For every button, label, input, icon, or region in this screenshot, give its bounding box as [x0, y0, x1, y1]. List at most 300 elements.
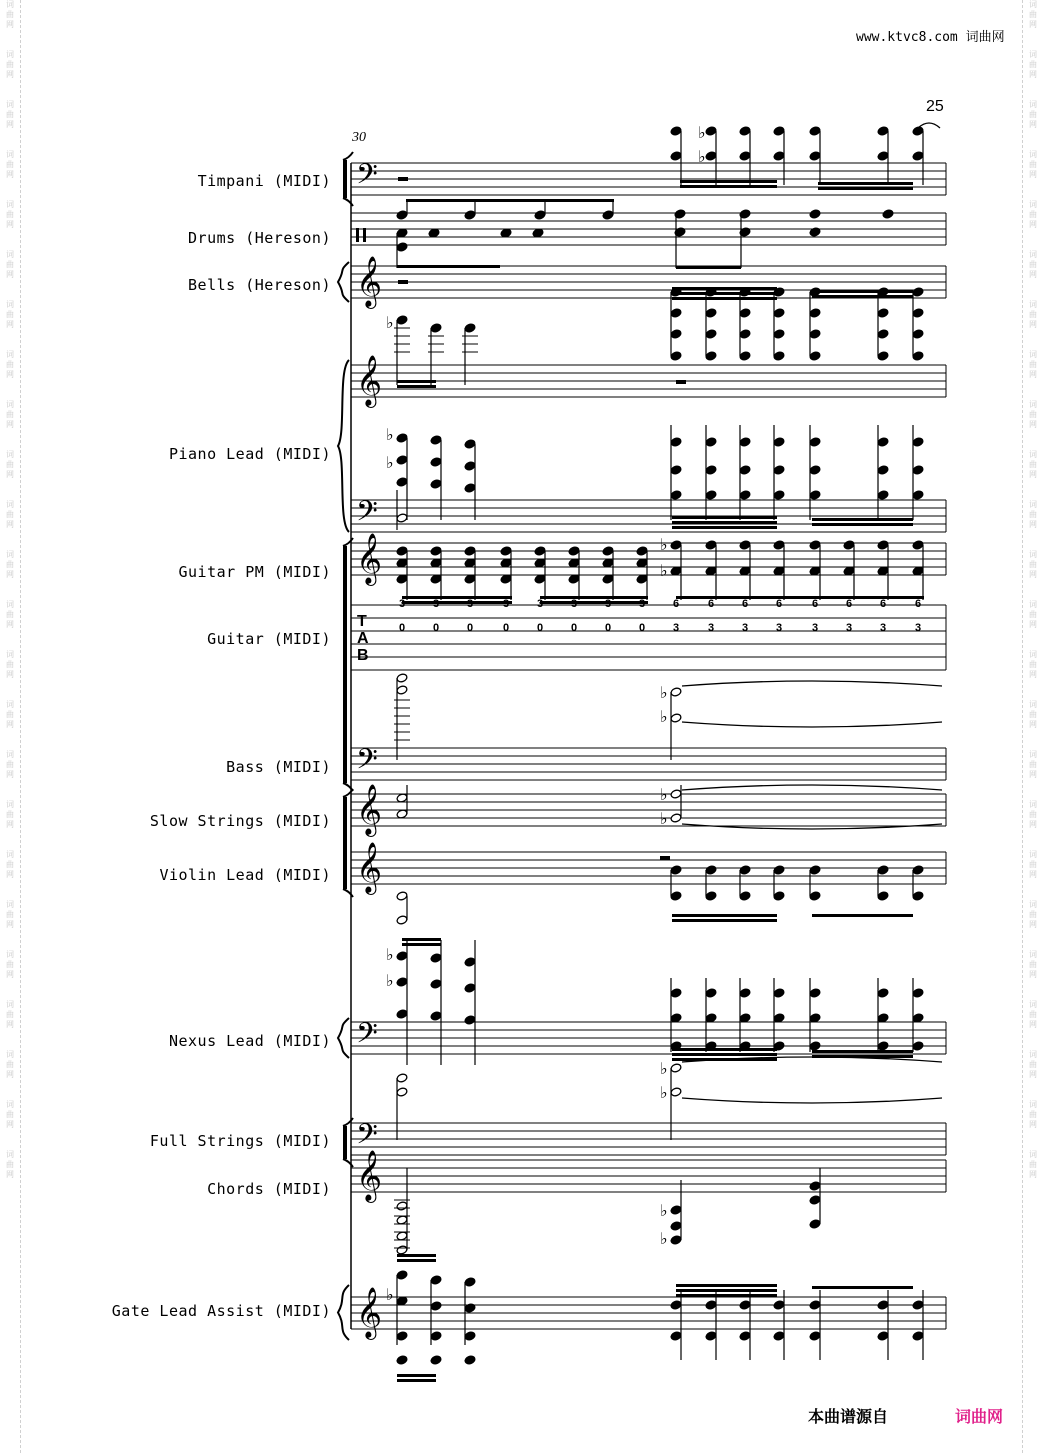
bass-note [670, 687, 682, 697]
chords-note [396, 1201, 408, 1211]
piano-chord-note [912, 287, 924, 297]
staff-guitar-tab [351, 605, 946, 670]
piano-upper-beam [672, 292, 777, 295]
guitar-pm-chord [773, 540, 785, 550]
piano-chord-note [739, 351, 751, 361]
staff-violin [351, 852, 946, 884]
piano-mid-note [396, 455, 408, 465]
tab-fret-lower: 3 [880, 622, 887, 634]
piano-chord-note [670, 308, 682, 318]
bass-clef-nexus: 𝄢 [356, 1017, 378, 1057]
violin-note [877, 865, 889, 875]
tab-letter-a: A [357, 630, 369, 647]
guitar-pm-chord [809, 540, 821, 550]
piano-lower-chord [705, 465, 717, 475]
piano-mid-note [464, 461, 476, 471]
guitar-pm-chord [396, 546, 408, 556]
tab-fret-lower: 0 [537, 622, 544, 634]
piano-lower-chord [809, 465, 821, 475]
tab-fret-upper: 3 [639, 598, 646, 610]
gate-low-note [430, 1331, 442, 1341]
chords-note [809, 1219, 821, 1229]
percussion-clef-bar-1 [356, 228, 359, 242]
tab-fret-upper: 3 [537, 598, 544, 610]
timpani-beam-1 [680, 180, 777, 183]
staff-full-strings [351, 1123, 946, 1155]
gate-beam [812, 1286, 913, 1289]
piano-bass-note [396, 513, 408, 523]
gate-low-note [464, 1355, 476, 1365]
staff-chords [351, 1160, 946, 1192]
slow-strings-note [670, 789, 682, 799]
timpani-note-high [670, 151, 682, 161]
nexus-chord [877, 1041, 889, 1051]
gate-note [809, 1331, 821, 1341]
measure-number: 30 [352, 130, 366, 145]
tab-fret-lower: 0 [639, 622, 646, 634]
piano-lower-chord [912, 465, 924, 475]
piano-chord-note [912, 351, 924, 361]
site-name: 词曲网 [965, 30, 1005, 45]
bass-note [670, 713, 682, 723]
tab-fret-upper: 3 [571, 598, 578, 610]
label-guitar-pm: Guitar PM (MIDI) [178, 563, 331, 581]
piano-chord-note [912, 308, 924, 318]
site-url[interactable]: www.ktvc8.com [856, 30, 958, 45]
nexus-note [430, 979, 442, 989]
violin-note [739, 865, 751, 875]
violin-note [809, 891, 821, 901]
brackets-and-braces [338, 152, 353, 1340]
tab-fret-lower: 0 [605, 622, 612, 634]
treble-clef-guitar-pm: 𝄞 [356, 533, 383, 584]
nexus-note [464, 957, 476, 967]
tab-fret-upper: 3 [433, 598, 440, 610]
gate-low-beam [397, 1379, 436, 1382]
nexus-beam [812, 1050, 913, 1053]
full-strings-note [396, 1073, 408, 1083]
timpani-note-high [739, 151, 751, 161]
tab-fret-upper: 3 [503, 598, 510, 610]
piano-lower-chord [773, 465, 785, 475]
piano-lower-chord [705, 490, 717, 500]
guitar-pm-beam [402, 596, 512, 599]
nexus-note [464, 983, 476, 993]
violin-note [877, 891, 889, 901]
gate-low-note [430, 1355, 442, 1365]
piano-lower-chord [670, 437, 682, 447]
piano-chord-note [739, 308, 751, 318]
timpani-rest [398, 177, 408, 181]
piano-chord-note [912, 329, 924, 339]
violin-note [912, 865, 924, 875]
bass-flat: ♭ [660, 683, 668, 702]
chords-note [670, 1221, 682, 1231]
notation [356, 123, 942, 1382]
nexus-flat: ♭ [386, 971, 394, 990]
violin-note [705, 891, 717, 901]
violin-note [670, 865, 682, 875]
label-nexus: Nexus Lead (MIDI) [168, 1032, 331, 1050]
tab-fret-lower: 0 [571, 622, 578, 634]
timpani-beam-2 [818, 182, 913, 185]
drum-beam-bottom [397, 265, 500, 268]
timpani-note-high [773, 151, 785, 161]
piano-lower-chord [773, 490, 785, 500]
bells-rest [398, 280, 408, 284]
timpani-note-high [809, 151, 821, 161]
tab-fret-upper: 6 [812, 598, 819, 610]
violin-note [670, 891, 682, 901]
violin-note [705, 865, 717, 875]
piano-mid-note [430, 457, 442, 467]
left-watermark-strip: 词 曲 网 词 曲 网 词 曲 网 词 曲 网 词 曲 网 词 曲 网 词 曲 网 词 曲 网 词 曲 网 词 曲 网 词 曲 网 词 曲 网 词 曲 网 词 曲 网 词 曲 网 词 曲 网 词 曲 网 词 曲 网 词 曲 网 词 曲 网 词 曲 网 词 曲 网 词 曲 网 词 曲 网 [6, 0, 14, 1179]
tab-fret-upper: 3 [399, 598, 406, 610]
chords-note [809, 1181, 821, 1191]
piano-mid-note [430, 479, 442, 489]
drum-snare [809, 227, 821, 237]
gate-low-beam [397, 1374, 436, 1377]
nexus-chord [912, 988, 924, 998]
drum-cymbal [464, 210, 476, 220]
slow-strings-flat: ♭ [660, 809, 668, 828]
gate-low-note [396, 1355, 408, 1365]
piano-beam [397, 380, 436, 383]
bass-clef-full-strings: 𝄢 [356, 1118, 378, 1158]
violin-rest [660, 856, 670, 860]
guitar-pm-chord [568, 546, 580, 556]
piano-chord-note [739, 329, 751, 339]
tab-fret-upper: 6 [776, 598, 783, 610]
nexus-chord [739, 988, 751, 998]
timpani-note-top [809, 126, 821, 136]
piano-beam [397, 385, 436, 388]
nexus-beam [672, 1053, 777, 1056]
piano-upper-beam [812, 290, 913, 293]
piano-note-high [430, 323, 442, 333]
treble-clef-slow-strings: 𝄞 [356, 784, 383, 835]
bass-clef-bass: 𝄢 [356, 743, 378, 783]
treble-clef-gate: 𝄞 [356, 1287, 383, 1338]
tab-fret-lower: 3 [812, 622, 819, 634]
label-drums: Drums (Hereson) [188, 229, 331, 247]
piano-lower-beam [812, 523, 913, 526]
bass-note [396, 673, 408, 683]
violin-note [773, 865, 785, 875]
staff-bells [351, 266, 946, 298]
guitar-pm-chord [534, 546, 546, 556]
tab-fret-lower: 3 [915, 622, 922, 634]
guitar-pm-flat: ♭ [660, 561, 668, 580]
tab-fret-lower: 3 [776, 622, 783, 634]
piano-upper-beam [672, 287, 777, 290]
staff-timpani [351, 163, 946, 195]
piano-lower-chord [739, 437, 751, 447]
staff-bass [351, 748, 946, 780]
tab-fret-lower: 3 [742, 622, 749, 634]
guitar-pm-chord [739, 540, 751, 550]
slow-strings-note [670, 813, 682, 823]
piano-lower-chord [739, 490, 751, 500]
piano-chord-note [705, 351, 717, 361]
piano-lower-chord [809, 490, 821, 500]
gate-note [877, 1331, 889, 1341]
brace-nexus [338, 1018, 349, 1058]
treble-clef-piano: 𝄞 [356, 355, 383, 406]
tab-fret-upper: 6 [915, 598, 922, 610]
drum-cymbal [396, 210, 408, 220]
gate-note [912, 1300, 924, 1310]
label-bass: Bass (MIDI) [226, 758, 331, 776]
staff-gate [351, 1297, 946, 1329]
guitar-pm-beam [402, 601, 512, 604]
full-strings-tie [682, 1098, 942, 1103]
piano-chord-note [809, 351, 821, 361]
drum-cymbal [534, 210, 546, 220]
gate-beam [676, 1289, 777, 1292]
full-strings-note [396, 1087, 408, 1097]
chords-note [670, 1205, 682, 1215]
nexus-beam [402, 938, 441, 941]
piano-flat: ♭ [386, 313, 394, 332]
piano-chord-note [670, 351, 682, 361]
chords-note [670, 1235, 682, 1245]
chords-note [396, 1245, 408, 1255]
gate-beam [397, 1259, 436, 1262]
tab-fret-lower: 0 [433, 622, 440, 634]
gate-flat: ♭ [386, 1285, 394, 1304]
piano-lower-chord [670, 490, 682, 500]
nexus-note [430, 953, 442, 963]
piano-upper-beam [672, 297, 777, 300]
gate-beam [397, 1254, 436, 1257]
nexus-chord [809, 988, 821, 998]
tab-fret-lower: 3 [708, 622, 715, 634]
gate-note [809, 1300, 821, 1310]
gate-low-note [396, 1331, 408, 1341]
gate-note [773, 1300, 785, 1310]
timpani-note-top [705, 126, 717, 136]
chords-flat: ♭ [660, 1229, 668, 1248]
staff-slow-strings [351, 794, 946, 826]
slow-strings-tie [682, 785, 942, 790]
guitar-pm-chord [705, 540, 717, 550]
violin-note [912, 891, 924, 901]
piano-chord-note [705, 329, 717, 339]
nexus-beam [402, 943, 441, 946]
timpani-beam-2 [818, 187, 913, 190]
piano-lower-chord [705, 437, 717, 447]
page-number: 25 [926, 98, 944, 115]
piano-lower-chord [912, 490, 924, 500]
guitar-pm-chord [500, 546, 512, 556]
label-violin: Violin Lead (MIDI) [159, 866, 331, 884]
gate-note [705, 1331, 717, 1341]
staff-drums [351, 213, 946, 245]
bass-clef-timpani: 𝄢 [356, 158, 378, 198]
bass-tie [682, 681, 942, 686]
full-strings-note [670, 1087, 682, 1097]
piano-flat: ♭ [386, 453, 394, 472]
nexus-beam [672, 1048, 777, 1051]
guitar-pm-chord [877, 540, 889, 550]
chords-note [809, 1195, 821, 1205]
tab-fret-upper: 3 [467, 598, 474, 610]
violin-low-note [396, 915, 408, 925]
full-strings-flat: ♭ [660, 1083, 668, 1102]
tab-fret-upper: 6 [708, 598, 715, 610]
treble-clef-chords: 𝄞 [356, 1150, 383, 1201]
piano-lower-chord [809, 437, 821, 447]
gate-note [464, 1303, 476, 1313]
footer-brand[interactable]: 词曲网 [955, 1407, 1004, 1426]
nexus-chord [705, 988, 717, 998]
piano-lower-chord [877, 437, 889, 447]
timpani-note-top [670, 126, 682, 136]
piano-chord-note [809, 308, 821, 318]
label-gate: Gate Lead Assist (MIDI) [111, 1302, 331, 1320]
guitar-pm-flat: ♭ [660, 535, 668, 554]
full-strings-flat: ♭ [660, 1059, 668, 1078]
staff-piano-bass [351, 500, 946, 532]
piano-mid-note [396, 477, 408, 487]
piano-lower-beam [812, 518, 913, 521]
guitar-pm-chord [843, 540, 855, 550]
piano-mid-note [430, 435, 442, 445]
violin-note [739, 891, 751, 901]
piano-upper-beam [812, 295, 913, 298]
piano-mid-note [464, 439, 476, 449]
chords-flat: ♭ [660, 1201, 668, 1220]
piano-chord-note [877, 308, 889, 318]
piano-chord-note [809, 329, 821, 339]
piano-lower-chord [912, 437, 924, 447]
piano-chord-note [773, 308, 785, 318]
timpani-note-top [739, 126, 751, 136]
timpani-note-top [877, 126, 889, 136]
slow-strings-flat: ♭ [660, 785, 668, 804]
staff-piano-treble [351, 365, 946, 397]
timpani-flat: ♭ [698, 123, 706, 142]
piano-chord-note [877, 329, 889, 339]
gate-note [739, 1331, 751, 1341]
bass-tie [682, 722, 942, 727]
gate-note [877, 1300, 889, 1310]
tab-letter-b: B [357, 647, 369, 664]
gate-note [739, 1300, 751, 1310]
nexus-note [430, 1011, 442, 1021]
guitar-pm-beam [540, 601, 648, 604]
timpani-beam-1 [680, 185, 777, 188]
label-piano: Piano Lead (MIDI) [168, 445, 331, 463]
tab-fret-lower: 3 [673, 622, 680, 634]
piano-chord-note [705, 308, 717, 318]
piano-lower-chord [877, 490, 889, 500]
tab-fret-lower: 0 [467, 622, 474, 634]
violin-beam [672, 919, 777, 922]
violin-low-note [396, 891, 408, 901]
full-strings-note [670, 1063, 682, 1073]
piano-chord-note [773, 351, 785, 361]
guitar-pm-chord [670, 540, 682, 550]
timpani-note-top [773, 126, 785, 136]
nexus-chord [773, 988, 785, 998]
treble-clef-bells: 𝄞 [356, 256, 383, 307]
piano-lower-chord [877, 465, 889, 475]
drum-kick [396, 242, 408, 252]
gate-note [670, 1331, 682, 1341]
gate-note [396, 1270, 408, 1280]
gate-note [912, 1331, 924, 1341]
tab-fret-upper: 3 [605, 598, 612, 610]
gate-note [464, 1277, 476, 1287]
gate-low-note [464, 1331, 476, 1341]
footer-source-text: 本曲谱源自 [808, 1407, 889, 1426]
treble-clef-violin: 𝄞 [356, 842, 383, 893]
nexus-note [464, 1015, 476, 1025]
timpani-note-high [705, 151, 717, 161]
gate-note [773, 1331, 785, 1341]
staff-nexus [351, 1022, 946, 1054]
label-chords: Chords (MIDI) [207, 1180, 331, 1198]
nexus-flat: ♭ [386, 945, 394, 964]
tab-fret-upper: 6 [846, 598, 853, 610]
drum-beam-bottom [676, 266, 741, 269]
label-timpani: Timpani (MIDI) [197, 172, 331, 190]
nexus-chord [877, 988, 889, 998]
guitar-pm-chord [636, 546, 648, 556]
piano-lower-beam [672, 521, 777, 524]
piano-mid-note [464, 483, 476, 493]
nexus-note [396, 977, 408, 987]
piano-lower-chord [773, 437, 785, 447]
right-watermark-strip: 词 曲 网 词 曲 网 词 曲 网 词 曲 网 词 曲 网 词 曲 网 词 曲 网 词 曲 网 词 曲 网 词 曲 网 词 曲 网 词 曲 网 词 曲 网 词 曲 网 词 曲 网 词 曲 网 词 曲 网 词 曲 网 词 曲 网 词 曲 网 词 曲 网 词 曲 网 词 曲 网 词 曲 网 [1029, 0, 1037, 1179]
violin-beam [812, 914, 913, 917]
piano-note-high [396, 315, 408, 325]
tab-fret-upper: 6 [673, 598, 680, 610]
label-bells: Bells (Hereson) [188, 276, 331, 294]
drum-cymbal [882, 209, 894, 219]
nexus-chord [809, 1041, 821, 1051]
violin-beam [672, 914, 777, 917]
staff-lines [351, 163, 946, 1329]
bass-flat: ♭ [660, 707, 668, 726]
timpani-flat: ♭ [698, 147, 706, 166]
brace-piano [338, 360, 349, 532]
tab-fret-lower: 0 [503, 622, 510, 634]
brace-gate [338, 1285, 349, 1340]
piano-mid-note [396, 433, 408, 443]
gate-note [430, 1301, 442, 1311]
piano-rest [676, 380, 686, 384]
label-guitar: Guitar (MIDI) [207, 630, 331, 648]
tab-letter-t: T [357, 613, 367, 630]
drum-beam-top [406, 199, 614, 202]
drum-cymbal [809, 209, 821, 219]
brace-bells [338, 262, 349, 302]
piano-note-high [464, 323, 476, 333]
guitar-pm-chord [464, 546, 476, 556]
tab-fret-upper: 6 [742, 598, 749, 610]
guitar-pm-beam [540, 596, 648, 599]
bass-note [396, 685, 408, 695]
label-slow-strings: Slow Strings (MIDI) [149, 812, 331, 830]
guitar-pm-chord [430, 546, 442, 556]
bass-clef-piano: 𝄢 [356, 495, 378, 535]
timpani-note-high [912, 151, 924, 161]
gate-beam [676, 1294, 777, 1297]
piano-flat: ♭ [386, 425, 394, 444]
